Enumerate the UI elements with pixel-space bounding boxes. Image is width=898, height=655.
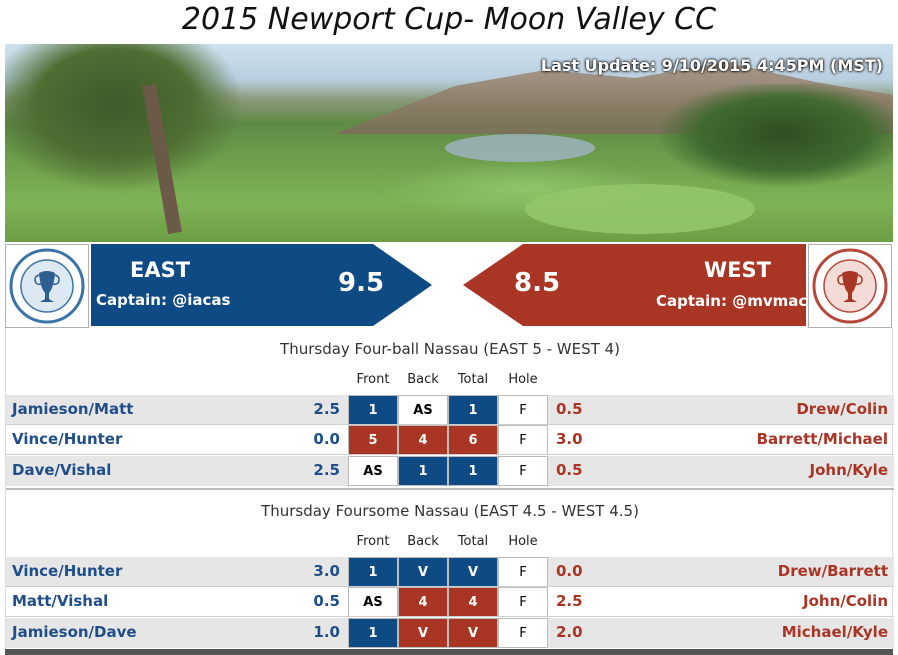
total-result: 1 xyxy=(448,456,498,486)
back-result: V xyxy=(398,618,448,648)
col-header-total: Total xyxy=(457,372,489,387)
hole-status: F xyxy=(498,618,548,648)
match-row xyxy=(6,557,894,587)
course-photo xyxy=(5,44,893,242)
col-header-front: Front xyxy=(356,534,390,549)
west-logo xyxy=(808,244,892,328)
east-pair: Matt/Vishal xyxy=(12,592,109,610)
match-results xyxy=(5,328,893,655)
east-points: 0.0 xyxy=(313,430,340,448)
west-pair: Michael/Kyle xyxy=(781,623,888,641)
back-result: 4 xyxy=(398,425,448,455)
col-header-hole: Hole xyxy=(508,534,538,549)
bottom-border xyxy=(5,649,893,655)
east-pair: Dave/Vishal xyxy=(12,461,112,479)
match-row xyxy=(6,425,894,455)
west-points: 2.5 xyxy=(556,592,583,610)
page-title: 2015 Newport Cup- Moon Valley CC xyxy=(181,2,717,37)
east-points: 1.0 xyxy=(313,623,340,641)
east-logo xyxy=(5,244,89,328)
cup-logo-icon xyxy=(811,247,889,325)
putting-green xyxy=(525,184,755,234)
hole-status: F xyxy=(498,425,548,455)
west-captain: Captain: @mvmac xyxy=(656,292,808,310)
west-pair: John/Colin xyxy=(803,592,888,610)
col-header-back: Back xyxy=(407,372,439,387)
west-pair: John/Kyle xyxy=(809,461,888,479)
front-result: 5 xyxy=(348,425,398,455)
back-result: 4 xyxy=(398,587,448,617)
back-result: AS xyxy=(398,395,448,425)
hole-status: F xyxy=(498,557,548,587)
east-pair: Jamieson/Dave xyxy=(12,623,137,641)
east-points: 2.5 xyxy=(313,400,340,418)
west-points: 2.0 xyxy=(556,623,583,641)
pond xyxy=(445,134,595,162)
east-score: 9.5 xyxy=(338,268,385,298)
match-row xyxy=(6,395,894,425)
west-points: 0.0 xyxy=(556,562,583,580)
match-row xyxy=(6,618,894,648)
east-captain: Captain: @iacas xyxy=(96,291,231,309)
tree-cluster-right xyxy=(633,84,893,194)
col-header-back: Back xyxy=(407,534,439,549)
col-header-hole: Hole xyxy=(508,372,538,387)
east-points: 3.0 xyxy=(313,562,340,580)
cup-logo-icon xyxy=(8,247,86,325)
hole-status: F xyxy=(498,456,548,486)
section-divider xyxy=(6,488,894,490)
front-result: 1 xyxy=(348,557,398,587)
section-title: Thursday Foursome Nassau (EAST 4.5 - WEST 4.5) xyxy=(261,502,639,520)
match-row xyxy=(6,456,894,486)
front-result: AS xyxy=(348,587,398,617)
col-header-total: Total xyxy=(457,534,489,549)
last-update-label: Last Update: 9/10/2015 4:45PM (MST) xyxy=(540,56,883,75)
west-team-name: WEST xyxy=(704,258,771,282)
back-result: V xyxy=(398,557,448,587)
total-result: V xyxy=(448,618,498,648)
east-points: 0.5 xyxy=(313,592,340,610)
total-result: 4 xyxy=(448,587,498,617)
west-points: 3.0 xyxy=(556,430,583,448)
match-row xyxy=(6,587,894,617)
front-result: 1 xyxy=(348,395,398,425)
west-pair: Drew/Colin xyxy=(796,400,888,418)
west-pair: Barrett/Michael xyxy=(756,430,888,448)
front-result: AS xyxy=(348,456,398,486)
total-result: 1 xyxy=(448,395,498,425)
section-title: Thursday Four-ball Nassau (EAST 5 - WEST 4) xyxy=(280,340,620,358)
col-header-front: Front xyxy=(356,372,390,387)
total-result: V xyxy=(448,557,498,587)
front-result: 1 xyxy=(348,618,398,648)
west-score: 8.5 xyxy=(514,268,561,298)
east-pair: Jamieson/Matt xyxy=(12,400,134,418)
hole-status: F xyxy=(498,587,548,617)
west-pair: Drew/Barrett xyxy=(777,562,888,580)
total-result: 6 xyxy=(448,425,498,455)
east-pair: Vince/Hunter xyxy=(12,430,123,448)
east-points: 2.5 xyxy=(313,461,340,479)
east-team-name: EAST xyxy=(130,258,191,282)
east-pair: Vince/Hunter xyxy=(12,562,123,580)
hole-status: F xyxy=(498,395,548,425)
west-points: 0.5 xyxy=(556,400,583,418)
west-points: 0.5 xyxy=(556,461,583,479)
back-result: 1 xyxy=(398,456,448,486)
